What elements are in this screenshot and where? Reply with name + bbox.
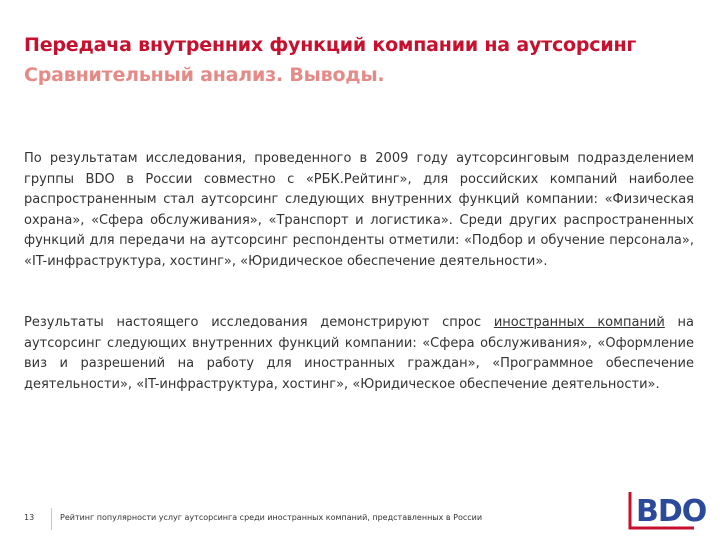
page-number: 13	[24, 513, 35, 522]
bdo-logo	[628, 490, 707, 530]
slide-title: Передача внутренних функций компании на аутсорсинг	[24, 34, 637, 56]
footer-caption: Рейтинг популярности услуг аутсорсинга среди иностранных компаний, представленных в России	[60, 513, 483, 522]
footer-divider	[51, 508, 52, 530]
body-paragraph-2	[24, 313, 694, 395]
paragraph-2-text-start: Результаты настоящего исследования демонстрируют спрос	[24, 315, 494, 330]
underlined-phrase: иностранных компаний	[493, 315, 665, 330]
slide-subtitle: Сравнительный анализ. Выводы.	[24, 64, 385, 86]
body-paragraph-1: По результатам исследования, проведенного в 2009 году аутсорсинговым подразделением группы BDO в России совместно с «РБК.Рейтинг», для российских компаний наиболее распространенным стал аутсорсинг следующих внутренних функций компании: «Физическая охрана», «Сфера обслуживания», «Транспорт и логистика». Среди других распространенных функций для передачи на аутсорсинг респонденты отметили: «Подбор и обучение персонала», «IT-инфраструктура, хостинг», «Юридическое обеспечение деятельности».	[24, 151, 694, 269]
logo-text: BDO	[636, 494, 707, 529]
paragraph-2-text-end: на аутсорсинг следующих внутренних функций компании: «Сфера обслуживания», «Оформление виз и разрешений на работу для иностранных граждан», «Программное обеспечение деятельности», «IT-инфраструктура, хостинг», «Юридическое обеспечение деятельности».	[24, 315, 694, 392]
